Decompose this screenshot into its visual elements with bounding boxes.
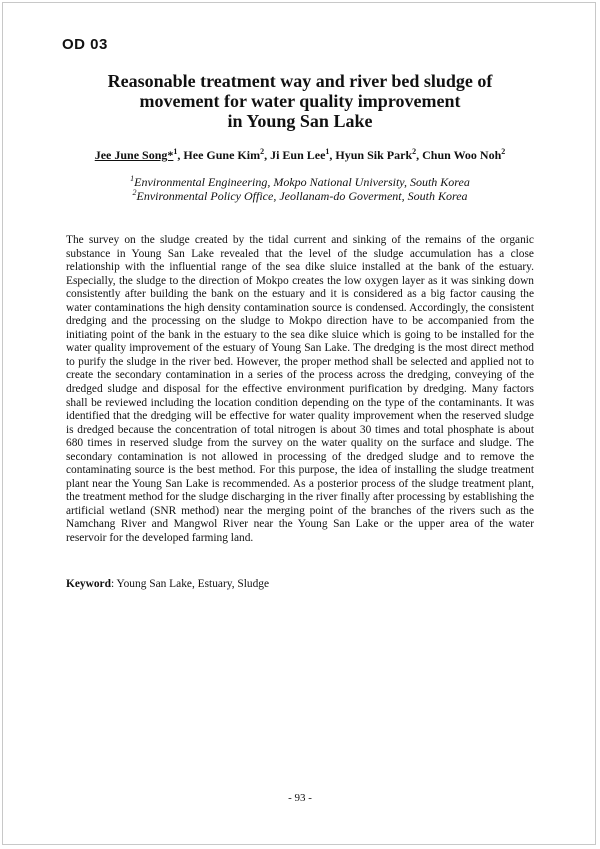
affiliation-line (60, 175, 540, 189)
affiliation-mark: 1 (130, 174, 135, 183)
author-affil-mark: 2 (501, 147, 506, 156)
affiliation-text: Environmental Policy Office, Jeollanam-do Goverment, South Korea (136, 189, 468, 203)
author-affil-mark: 2 (260, 147, 265, 156)
author-affil-mark: 1 (325, 147, 330, 156)
author-name: Hee Gune Kim (183, 148, 261, 162)
keyword-label: Keyword (66, 578, 111, 590)
title-line: movement for water quality improvement (139, 91, 461, 111)
author-separator: , (329, 148, 336, 162)
title-line: in Young San Lake (227, 111, 373, 131)
page-number: - 93 - (288, 792, 312, 804)
keywords-line (66, 578, 534, 590)
author-name: Ji Eun Lee (270, 148, 326, 162)
author-list (60, 148, 540, 163)
title-line: Reasonable treatment way and river bed sludge of (107, 71, 493, 91)
author-separator: , (264, 148, 271, 162)
affiliation-line (60, 189, 540, 203)
author-separator: , (177, 148, 184, 162)
affiliation-mark: 2 (132, 188, 137, 197)
abstract-body: The survey on the sludge created by the tidal current and sinking of the remains of the organic substance in Young San Lake revealed that the level of the sludge accumulation has a close relationship with the influential range of the sea dike sluice installed at the bank of the estuary. Especially, the sludge to the direction of Mokpo creates the low oxygen layer as it was sinking down consistently after building the bank on the estuary and it is considered as a big factor causing the water contaminations the high density contamination source is condensed. Accordingly, the consistent dredging and the processing on the sludge to Mokpo direction have to be accompanied from the initiating point of the bank in the estuary to the sea dike sluice which is going to be installed for the water quality improvement of the estuary of Young San Lake. The dredging is the most direct method to purify the sludge in the river bed. However, the proper method shall be selected and applied not to create the secondary contamination in a series of the process across the dredging, conveying of the dredged sludge and disposal for the effective environment purification by dredging. Many factors shall be reviewed including the location condition depending on the type of the contaminants. It was identified that the dredging will be effective for water quality improvement when the reserved sludge is dredged because the concentration of total nitrogen is about 30 times and total phosphate is about 680 times in reserved sludge from the survey on the water quality on the surface and sludge. The secondary contamination is not allowed in processing of the dredged sludge and to remove the contaminating source is the best method. For this purpose, the idea of installing the sludge treatment plant near the Young San Lake is recommended. As a posterior process of the sludge treatment plant, the treatment method for the sludge discharging in the river finally after processing by establishing the artificial wetland (SNR method) near the merging point of the branches of the rivers such as the Namchang River and Mangwol River near the Young San Lake or the upper area of the water reservoir for the developed farming land. (66, 234, 534, 545)
affiliation-text: Environmental Engineering, Mokpo National University, South Korea (134, 175, 470, 189)
author-name: Hyun Sik Park (335, 148, 413, 162)
author-name: Chun Woo Noh (422, 148, 502, 162)
author-name: Jee June Song* (94, 148, 174, 162)
author-affil-mark: 2 (412, 147, 417, 156)
session-code: OD 03 (62, 36, 108, 53)
author-affil-mark: 1 (173, 147, 178, 156)
affiliations (60, 175, 540, 203)
keyword-values: Young San Lake, Estuary, Sludge (116, 578, 270, 590)
keyword-separator: : (110, 578, 117, 590)
paper-title (60, 71, 540, 131)
author-separator: , (416, 148, 423, 162)
